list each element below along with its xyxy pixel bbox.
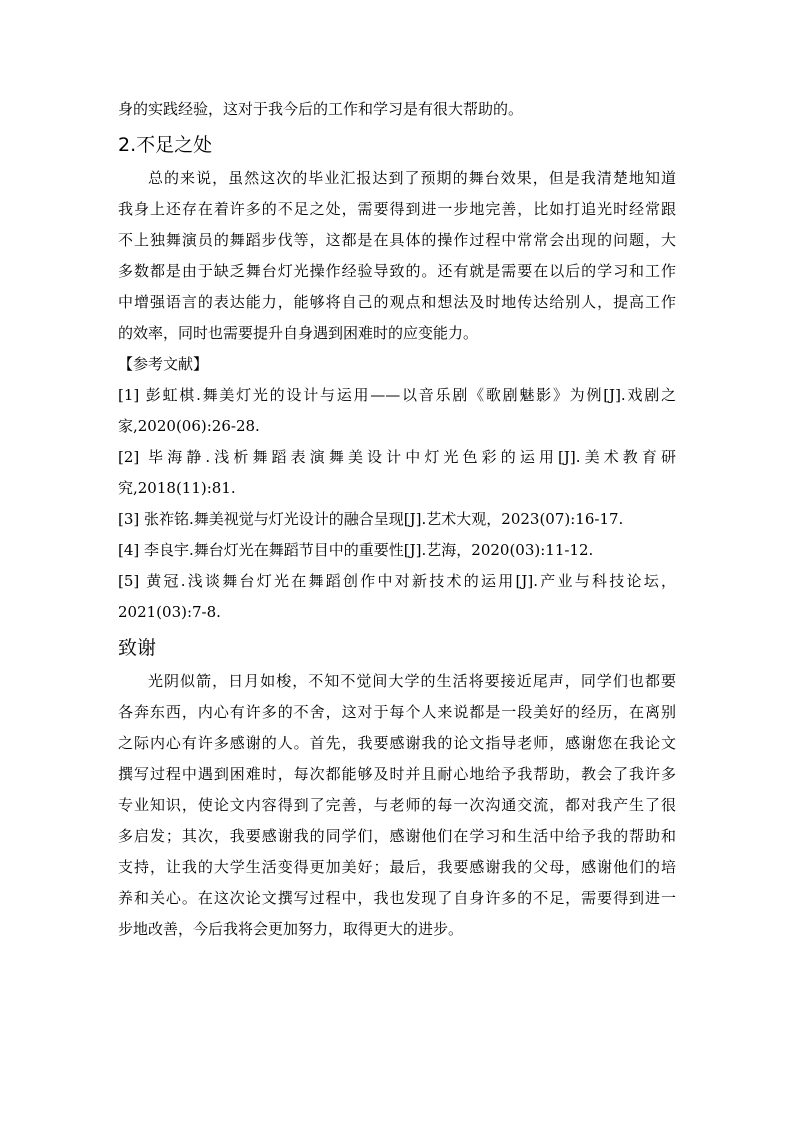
reference-line: 家,2020(06):26-28. xyxy=(118,417,260,435)
text-line: 中增强语言的表达能力，能够将自己的观点和想法及时地传达给别人，提高工作 xyxy=(118,293,676,311)
text-line: 各奔东西，内心有许多的不舍，这对于每个人来说都是一段美好的经历，在离别 xyxy=(118,703,676,721)
text-line: 光阴似箭，日月如梭，不知不觉间大学的生活将要接近尾声，同学们也都要 xyxy=(148,672,676,690)
text-line: 的效率，同时也需要提升自身遇到困难时的应变能力。 xyxy=(118,324,479,342)
intro-paragraph-tail xyxy=(118,94,676,125)
text-line: 不上独舞演员的舞蹈步伐等，这都是在具体的操作过程中常常会出现的问题，大 xyxy=(118,231,676,249)
text-line: 总的来说，虽然这次的毕业汇报达到了预期的舞台效果，但是我清楚地知道 xyxy=(148,169,676,187)
reference-line: 究,2018(11):81. xyxy=(118,479,236,497)
document-body xyxy=(118,94,676,945)
insufficient-paragraph xyxy=(118,163,676,349)
section-heading-acknowledgement: 致谢 xyxy=(118,637,157,659)
text-line: 身的实践经验，这对于我今后的工作和学习是有很大帮助的。 xyxy=(118,100,524,118)
reference-line: [5] 黄冠.浅谈舞台灯光在舞蹈创作中对新技术的运用[J].产业与科技论坛， xyxy=(118,572,676,590)
reference-line: [4] 李良宇.舞台灯光在舞蹈节目中的重要性[J].艺海，2020(03):11-12. xyxy=(118,541,594,559)
reference-line: [3] 张祚铭.舞美视觉与灯光设计的融合呈现[J].艺术大观，2023(07):16-17. xyxy=(118,510,624,528)
text-line: 撰写过程中遇到困难时，每次都能够及时并且耐心地给予我帮助，教会了我许多 xyxy=(118,765,676,783)
text-line: 步地改善，今后我将会更加努力，取得更大的进步。 xyxy=(118,920,464,938)
acknowledgement-paragraph xyxy=(118,666,676,945)
text-line: 多数都是由于缺乏舞台灯光操作经验导致的。还有就是需要在以后的学习和工作 xyxy=(118,262,676,280)
section-heading-insufficient: 2.不足之处 xyxy=(118,134,213,156)
text-line: 专业知识，使论文内容得到了完善，与老师的每一次沟通交流，都对我产生了很 xyxy=(118,796,676,814)
reference-line: [2] 毕海静.浅析舞蹈表演舞美设计中灯光色彩的运用[J].美术教育研 xyxy=(118,448,676,466)
reference-item-4 xyxy=(118,535,676,566)
reference-item-5 xyxy=(118,566,676,628)
text-line: 我身上还存在着许多的不足之处，需要得到进一步地完善，比如打追光时经常跟 xyxy=(118,200,676,218)
reference-item-1 xyxy=(118,380,676,442)
reference-line: [1] 彭虹棋.舞美灯光的设计与运用——以音乐剧《歌剧魅影》为例[J].戏剧之 xyxy=(118,386,676,404)
text-line: 之际内心有许多感谢的人。首先，我要感谢我的论文指导老师，感谢您在我论文 xyxy=(118,734,676,752)
references-section xyxy=(118,349,676,628)
text-line: 支持，让我的大学生活变得更加美好；最后，我要感谢我的父母，感谢他们的培 xyxy=(118,858,676,876)
reference-line: 2021(03):7-8. xyxy=(118,603,221,621)
text-line: 多启发；其次，我要感谢我的同学们，感谢他们在学习和生活中给予我的帮助和 xyxy=(118,827,676,845)
reference-item-2 xyxy=(118,442,676,504)
text-line: 养和关心。在这次论文撰写过程中，我也发现了自身许多的不足，需要得到进一 xyxy=(118,889,676,907)
references-title: 【参考文献】 xyxy=(118,355,209,373)
reference-item-3 xyxy=(118,504,676,535)
